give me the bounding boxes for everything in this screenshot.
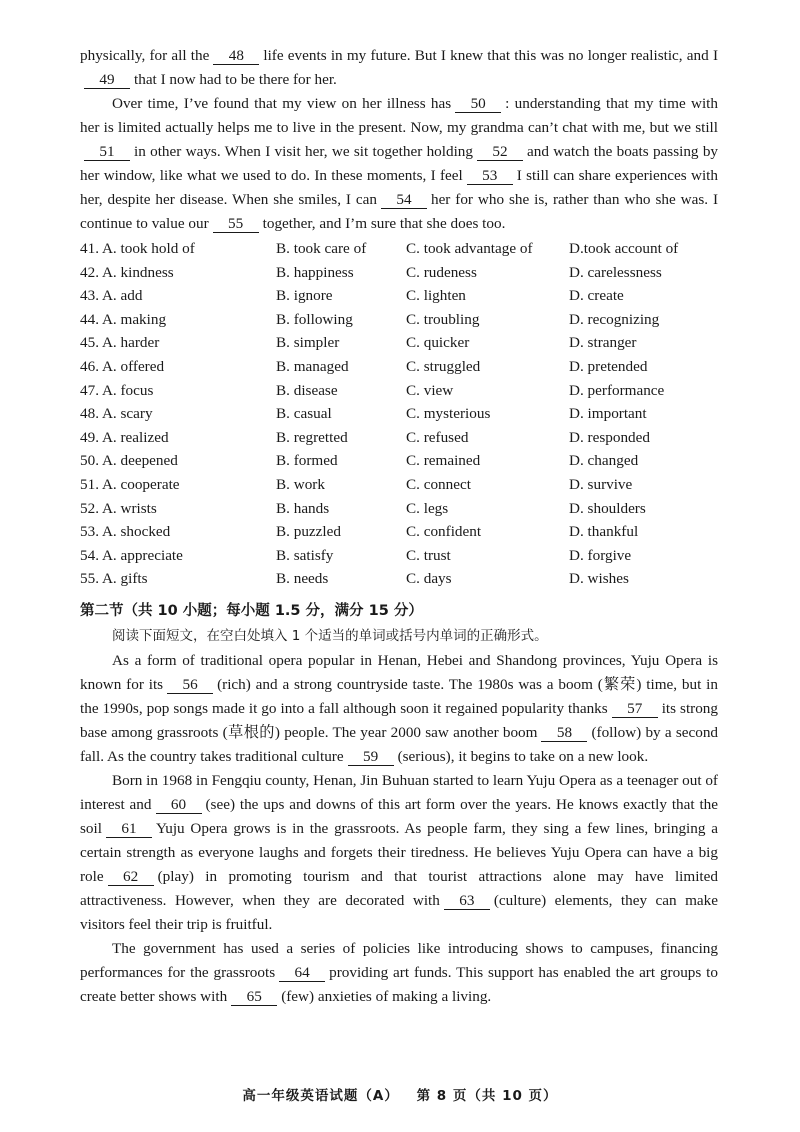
cloze-passage	[80, 44, 718, 236]
option-d: D. forgive	[569, 546, 632, 564]
option-c: C. view	[406, 381, 454, 399]
option-a: 55. A. gifts	[80, 570, 148, 588]
option-row	[80, 308, 718, 332]
option-d: D. responded	[569, 428, 650, 446]
passage-text: As a form of traditional opera popular in Henan, Hebei and Shandong provinces, Yuju Opera is known for its	[80, 651, 718, 693]
blank-55: 55	[213, 215, 259, 233]
paragraph	[80, 92, 718, 236]
option-b: B. needs	[276, 570, 329, 588]
paragraph	[80, 937, 718, 1009]
passage-text: together, and I’m sure that she does too.	[262, 215, 506, 232]
option-row	[80, 473, 718, 497]
option-a: 42. A. kindness	[80, 263, 174, 281]
option-b: B. simpler	[276, 334, 340, 352]
option-row	[80, 449, 718, 473]
blank-53: 53	[467, 167, 513, 185]
passage-text: in other ways. When I visit her, we sit together holding	[134, 143, 473, 160]
option-d: D. thankful	[569, 523, 639, 541]
option-c: C. quicker	[406, 334, 470, 352]
option-row	[80, 379, 718, 403]
option-a: 44. A. making	[80, 310, 167, 328]
option-c: C. confident	[406, 523, 482, 541]
passage-text: providing art funds. This support has enabled the art groups to create better shows with	[80, 963, 718, 1005]
blank-56: 56	[167, 676, 213, 694]
option-c: C. lighten	[406, 287, 466, 305]
option-c: C. troubling	[406, 310, 480, 328]
passage-text: its strong base among grassroots (草根的) people. The year 2000 saw another boom	[80, 699, 718, 741]
option-row	[80, 284, 718, 308]
option-d: D. stranger	[569, 334, 637, 352]
option-b: B. hands	[276, 499, 330, 517]
passage-text: and watch the boats passing by her window, like what we used to do. In these moments, I feel	[80, 143, 719, 184]
option-a: 52. A. wrists	[80, 499, 157, 517]
option-b: B. regretted	[276, 428, 348, 446]
passage-text: (follow) by a second fall. As the country takes traditional culture	[80, 723, 719, 765]
option-c: C. rudeness	[406, 263, 477, 281]
blank-62: 62	[108, 868, 154, 886]
blank-64: 64	[279, 964, 325, 982]
footer-page-number: 第 8 页（共 10 页）	[416, 1088, 558, 1104]
option-c: C. remained	[406, 452, 481, 470]
blank-54: 54	[381, 191, 427, 209]
passage-text: (rich) and a strong countryside taste. The 1980s was a boom (繁荣) time, but in the 1990s, pop songs made it go into a fall although soon it regained popularity thanks	[80, 675, 718, 717]
option-a: 51. A. cooperate	[80, 475, 180, 493]
passage-text: (play) in promoting tourism and that tourist attractions alone may have limited attractiveness. However, when they are decorated with	[80, 867, 718, 909]
blank-51: 51	[84, 143, 130, 161]
blank-65: 65	[231, 988, 277, 1006]
paragraph	[80, 769, 718, 937]
option-a: 48. A. scary	[80, 405, 153, 423]
passage-text: physically, for all the	[80, 47, 210, 64]
blank-58: 58	[541, 724, 587, 742]
paragraph	[80, 649, 718, 769]
option-b: B. took care of	[276, 240, 367, 257]
option-b: B. puzzled	[276, 523, 341, 541]
option-d: D. shoulders	[569, 499, 646, 517]
blank-59: 59	[348, 748, 394, 766]
option-row	[80, 237, 718, 261]
page-footer	[0, 1084, 800, 1104]
option-row	[80, 426, 718, 450]
cloze-options-list	[80, 237, 718, 591]
option-c: C. took advantage of	[406, 240, 533, 257]
blank-48: 48	[213, 47, 259, 65]
option-row	[80, 331, 718, 355]
passage-text: : understanding that my time with her is limited actually helps me to live in the present. Now, my grandma can’t chat with me, but we still	[80, 95, 718, 136]
passage-text: life events in my future. But I knew that this was no longer realistic, and I	[263, 47, 719, 64]
option-d: D. wishes	[569, 570, 629, 588]
option-b: B. disease	[276, 381, 338, 399]
option-row	[80, 544, 718, 568]
option-d: D. performance	[569, 381, 665, 399]
option-a: 53. A. shocked	[80, 523, 171, 541]
option-a: 50. A. deepened	[80, 452, 178, 470]
option-row	[80, 497, 718, 521]
passage-text: The government has used a series of policies like introducing shows to campuses, financing performances for the grassroots	[80, 939, 718, 981]
option-b: B. managed	[276, 357, 349, 375]
passage-text: that I now had to be there for her.	[134, 71, 337, 88]
option-b: B. casual	[276, 405, 332, 423]
option-c: C. legs	[406, 499, 449, 517]
paragraph	[80, 44, 718, 92]
option-c: C. struggled	[406, 357, 481, 375]
option-a: 47. A. focus	[80, 381, 154, 399]
option-b: B. satisfy	[276, 546, 334, 564]
section-2-heading: 第二节（共 10 小题；每小题 1.5 分，满分 15 分）	[80, 602, 423, 619]
option-c: C. connect	[406, 475, 471, 493]
option-row	[80, 520, 718, 544]
blank-50: 50	[455, 95, 501, 113]
blank-52: 52	[477, 143, 523, 161]
option-b: B. following	[276, 310, 353, 328]
option-b: B. ignore	[276, 287, 333, 305]
passage-text: (serious), it begins to take on a new look.	[397, 747, 649, 765]
option-a: 43. A. add	[80, 287, 143, 305]
option-a: 41. A. took hold of	[80, 240, 195, 257]
option-c: C. refused	[406, 428, 469, 446]
option-d: D. pretended	[569, 357, 648, 375]
passage-text: (see) the ups and downs of this art form over the years. He knows exactly that the soil	[80, 795, 719, 837]
option-b: B. formed	[276, 452, 338, 470]
option-row	[80, 402, 718, 426]
option-a: 49. A. realized	[80, 428, 169, 446]
option-b: B. work	[276, 475, 325, 493]
blank-60: 60	[156, 796, 202, 814]
option-d: D. changed	[569, 452, 639, 470]
option-a: 54. A. appreciate	[80, 546, 183, 564]
option-d: D. survive	[569, 475, 633, 493]
option-d: D. recognizing	[569, 310, 660, 328]
option-c: C. trust	[406, 546, 451, 564]
option-c: C. days	[406, 570, 452, 588]
option-row	[80, 261, 718, 285]
section-2-instruction: 阅读下面短文，在空白处填入 1 个适当的单词或括号内单词的正确形式。	[112, 627, 548, 644]
option-row	[80, 567, 718, 591]
footer-exam-title: 高一年级英语试题（A）	[242, 1088, 399, 1104]
option-c: C. mysterious	[406, 405, 491, 423]
passage-text: her for who she is, rather than who she was. I continue to value our	[80, 191, 718, 232]
grammar-fill-passage	[80, 649, 718, 1009]
option-a: 46. A. offered	[80, 357, 165, 375]
blank-49: 49	[84, 71, 130, 89]
option-d: D.took account of	[569, 240, 679, 257]
option-d: D. important	[569, 405, 647, 423]
blank-63: 63	[444, 892, 490, 910]
option-row	[80, 355, 718, 379]
passage-text: (culture) elements, they can make visitors feel their trip is fruitful.	[80, 891, 718, 933]
option-a: 45. A. harder	[80, 334, 160, 352]
option-d: D. carelessness	[569, 263, 662, 281]
option-d: D. create	[569, 287, 624, 305]
passage-text: Over time, I’ve found that my view on her illness has	[112, 95, 452, 112]
option-b: B. happiness	[276, 263, 354, 281]
blank-57: 57	[612, 700, 658, 718]
passage-text: I still can share experiences with her, despite her disease. When she smiles, I can	[80, 167, 719, 208]
passage-text: Yuju Opera grows is in the grassroots. As people farm, they sing a few lines, bringing a certain strength as everyone laughs and forgets their tiredness. He believes Yuju Opera can have a big role	[80, 819, 718, 885]
passage-text: (few) anxieties of making a living.	[281, 987, 492, 1005]
blank-61: 61	[106, 820, 152, 838]
passage-text: Born in 1968 in Fengqiu county, Henan, Jin Buhuan started to learn Yuju Opera as a teenager out of interest and	[80, 771, 718, 813]
